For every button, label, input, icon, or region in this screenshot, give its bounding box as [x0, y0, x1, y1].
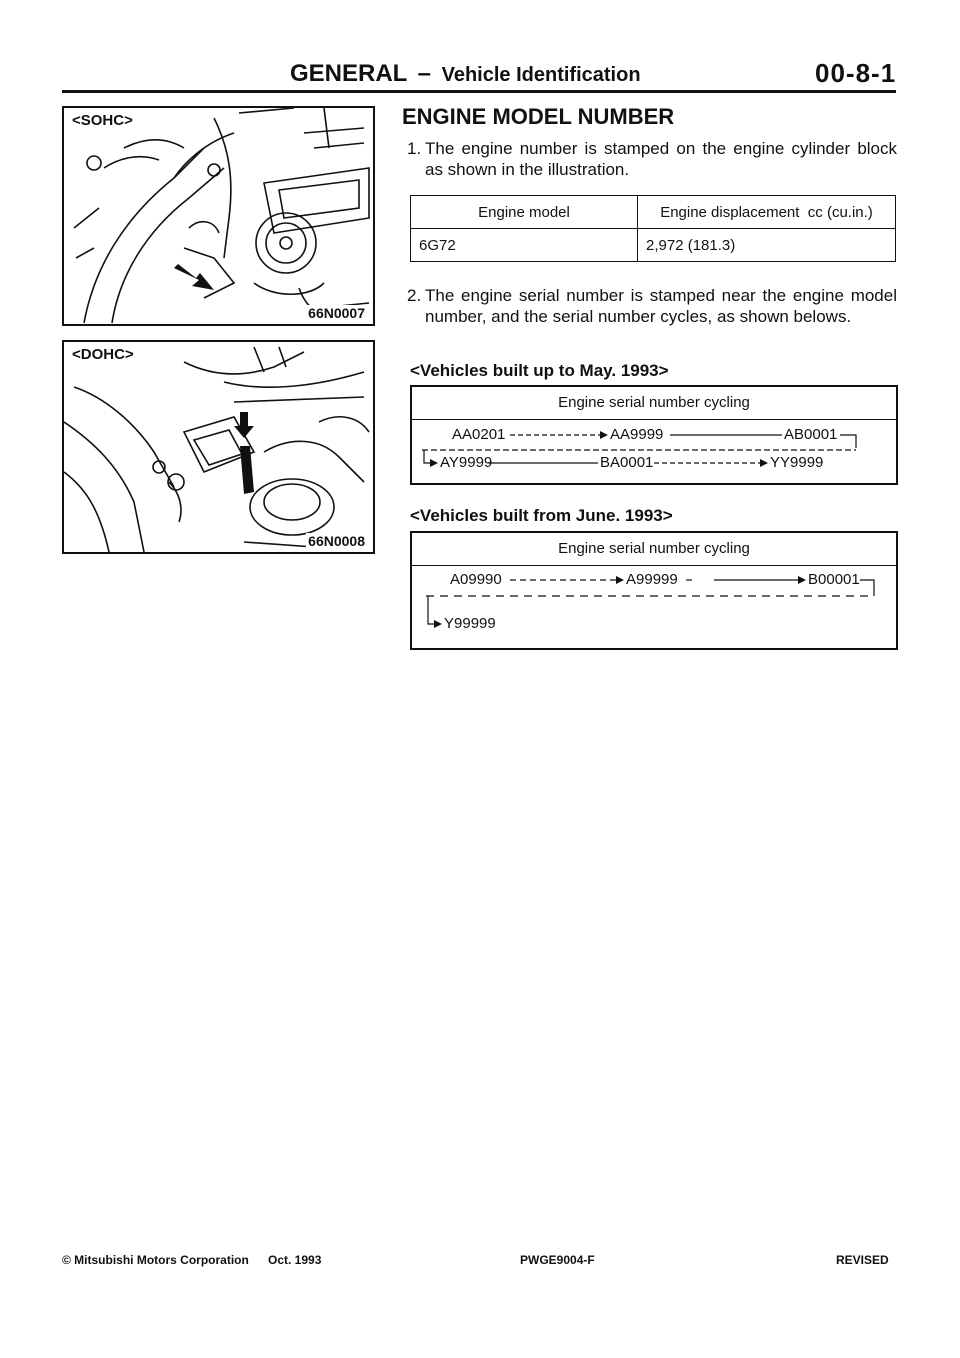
footer-code: PWGE9004-F [520, 1253, 595, 1267]
dohc-engine-illustration [64, 342, 373, 552]
cycle1-serial-aa9999: AA9999 [610, 426, 664, 443]
table-cell: 2,972 (181.3) [638, 229, 896, 262]
header-rule [62, 90, 896, 93]
page-number: 00-8-1 [815, 58, 897, 88]
paragraph-1-number: 1. [407, 139, 422, 158]
table-header-cell: Engine displacement cc (cu.in.) [638, 196, 896, 229]
cycle1-serial-yy9999: YY9999 [770, 454, 824, 471]
paragraph-1 [407, 138, 897, 182]
header-dash: – [417, 60, 431, 87]
table-header-cell: Engine model [411, 196, 638, 229]
sohc-engine-illustration [64, 108, 373, 324]
cycle1-serial-start: AA0201 [452, 426, 506, 443]
table-row [411, 229, 896, 262]
figure-sohc-label: <SOHC> [72, 112, 133, 129]
table-cell: 6G72 [411, 229, 638, 262]
section-title: ENGINE MODEL NUMBER [402, 104, 675, 129]
cycle2-serial-a99999: A99999 [626, 571, 678, 588]
cycle1-box [410, 385, 898, 485]
header-title: GENERAL [290, 60, 407, 87]
footer-date: Oct. 1993 [268, 1253, 322, 1267]
footer-copyright: © Mitsubishi Motors Corporation [62, 1253, 249, 1267]
cycle1-subheading: <Vehicles built up to May. 1993> [410, 361, 669, 380]
cycle1-header: Engine serial number cycling [412, 387, 896, 420]
cycle1-serial-ba0001: BA0001 [600, 454, 654, 471]
figure-sohc-code: 66N0007 [308, 305, 365, 321]
cycle1-serial-ab0001: AB0001 [784, 426, 838, 443]
header-subtitle: Vehicle Identification [441, 64, 641, 86]
footer-status: REVISED [836, 1253, 889, 1267]
paragraph-2 [407, 285, 897, 349]
figure-dohc-label: <DOHC> [72, 346, 134, 363]
cycle2-serial-y99999: Y99999 [444, 615, 496, 632]
figure-dohc-code: 66N0008 [308, 533, 365, 549]
figure-dohc [62, 340, 375, 554]
figure-sohc [62, 106, 375, 326]
engine-model-table [410, 195, 896, 262]
paragraph-2-text: The engine serial number is stamped near the engine model number, and the serial number cycles, as shown belows. [425, 286, 897, 326]
cycle2-subheading: <Vehicles built from June. 1993> [410, 506, 673, 525]
paragraph-1-text: The engine number is stamped on the engine cylinder block as shown in the illustration. [425, 139, 897, 179]
cycle2-header: Engine serial number cycling [412, 533, 896, 566]
cycle2-serial-start: A09990 [450, 571, 502, 588]
cycle2-box [410, 531, 898, 650]
cycle1-serial-ay9999: AY9999 [440, 454, 493, 471]
page-header-title [290, 60, 641, 88]
table-header-row [411, 196, 896, 229]
cycle2-serial-b00001: B00001 [808, 571, 860, 588]
paragraph-2-number: 2. [407, 286, 422, 305]
